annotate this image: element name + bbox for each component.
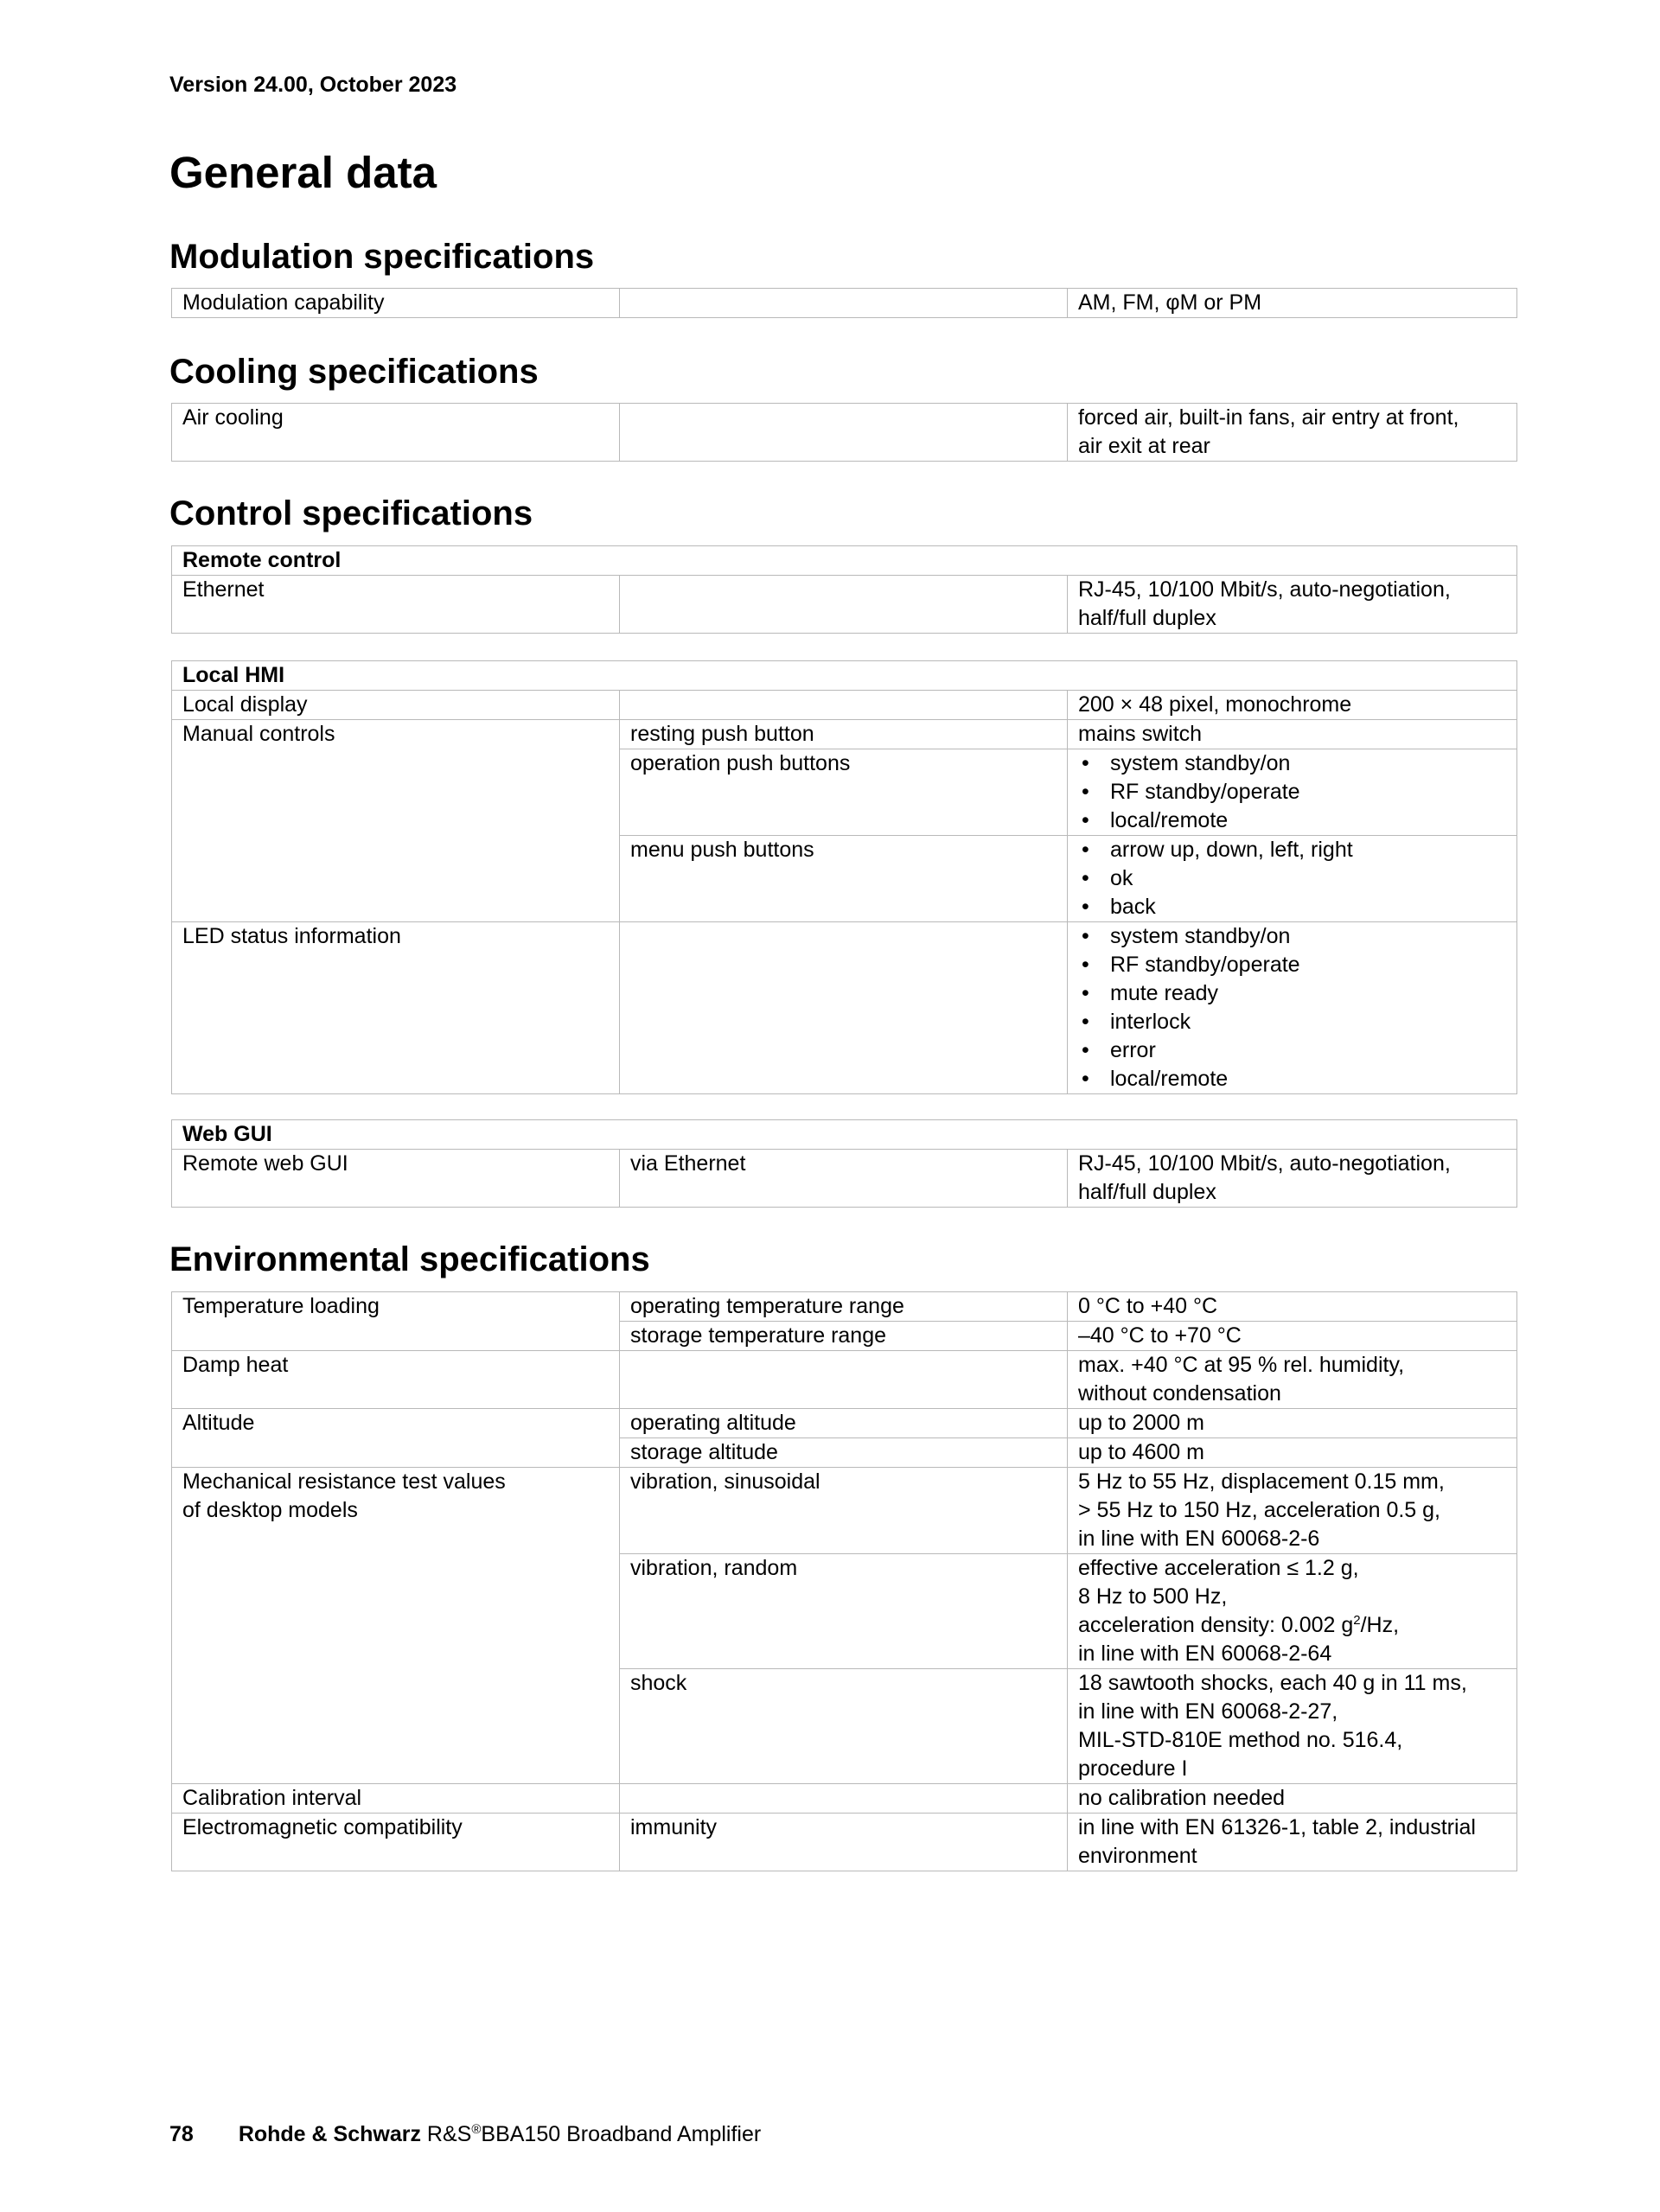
value-line: in line with EN 60068-2-6 [1078,1527,1320,1551]
table-row [172,1409,1517,1438]
group-label: Remote control [172,546,1517,576]
page-title: General data [169,148,437,197]
spec-value: 0 °C to +40 °C [1068,1292,1517,1322]
spec-sub: shock [620,1669,1068,1784]
value-line: without condensation [1078,1381,1281,1406]
group-label: Local HMI [172,661,1517,691]
list-item: • arrow up, down, left, right [1078,836,1506,864]
value-text: acceleration density: 0.002 g [1078,1613,1354,1637]
spec-sub: resting push button [620,720,1068,749]
value-line: RJ-45, 10/100 Mbit/s, auto-negotiation, [1078,577,1451,602]
spec-label: Ethernet [172,576,620,634]
list-item: • local/remote [1078,1065,1506,1093]
spec-sub [620,404,1068,462]
spec-sub: immunity [620,1814,1068,1871]
section-heading-control: Control specifications [169,494,533,532]
page-footer [169,2122,761,2147]
section-heading-environmental: Environmental specifications [169,1240,650,1278]
spec-value [1068,1554,1517,1669]
list-item: • system standby/on [1078,922,1506,951]
table-row [172,289,1517,318]
table-group-row [172,1120,1517,1150]
page-number: 78 [169,2122,194,2146]
spec-label: Manual controls [172,720,620,922]
value-line: half/full duplex [1078,1180,1216,1204]
bullet-list [1078,749,1506,835]
spec-label: Electromagnetic compatibility [172,1814,620,1871]
list-item: • back [1078,893,1506,921]
bullet-list [1078,836,1506,921]
spec-sub: operating temperature range [620,1292,1068,1322]
value-line: max. +40 °C at 95 % rel. humidity, [1078,1353,1405,1377]
spec-label: Local display [172,691,620,720]
spec-value: up to 2000 m [1068,1409,1517,1438]
list-item: • interlock [1078,1008,1506,1036]
spec-label: Air cooling [172,404,620,462]
spec-label: Calibration interval [172,1784,620,1814]
footer-product: R&S [420,2122,472,2146]
spec-sub: menu push buttons [620,836,1068,922]
group-label: Web GUI [172,1120,1517,1150]
table-row [172,720,1517,749]
table-group-row [172,546,1517,576]
spec-value [1068,1351,1517,1409]
table-row [172,1351,1517,1409]
spec-value [1068,1814,1517,1871]
value-line: MIL-STD-810E method no. 516.4, [1078,1728,1403,1752]
table-group-row [172,661,1517,691]
registered-mark: ® [471,2122,482,2137]
table-row [172,1150,1517,1208]
value-text: /Hz, [1360,1613,1400,1637]
spec-value [1068,576,1517,634]
list-item: • local/remote [1078,806,1506,835]
spec-label: Remote web GUI [172,1150,620,1208]
section-heading-cooling: Cooling specifications [169,353,539,391]
table-row [172,576,1517,634]
list-item: • RF standby/operate [1078,778,1506,806]
spec-sub: operating altitude [620,1409,1068,1438]
list-item: • error [1078,1036,1506,1065]
value-line: 5 Hz to 55 Hz, displacement 0.15 mm, [1078,1469,1445,1494]
value-line: effective acceleration ≤ 1.2 g, [1078,1556,1359,1580]
table-row [172,404,1517,462]
table-row [172,1292,1517,1322]
value-line: environment [1078,1844,1197,1868]
cooling-table [171,403,1517,462]
spec-sub: vibration, random [620,1554,1068,1669]
remote-control-table [171,545,1517,634]
local-hmi-table [171,660,1517,1094]
spec-value: 200 × 48 pixel, monochrome [1068,691,1517,720]
spec-sub [620,922,1068,1094]
spec-value: mains switch [1068,720,1517,749]
superscript: 2 [1353,1613,1361,1628]
spec-sub: via Ethernet [620,1150,1068,1208]
modulation-table [171,288,1517,318]
label-line: of desktop models [182,1498,358,1522]
spec-value [1068,404,1517,462]
spec-value: up to 4600 m [1068,1438,1517,1468]
document-version: Version 24.00, October 2023 [169,73,457,97]
spec-value [1068,1669,1517,1784]
bullet-list [1078,922,1506,1093]
spec-value [1068,922,1517,1094]
footer-product-name: BBA150 Broadband Amplifier [481,2122,762,2146]
table-row [172,691,1517,720]
spec-label [172,1468,620,1784]
environmental-table [171,1291,1517,1871]
spec-sub: vibration, sinusoidal [620,1468,1068,1554]
spec-value: no calibration needed [1068,1784,1517,1814]
table-row [172,1784,1517,1814]
value-line: 18 sawtooth shocks, each 40 g in 11 ms, [1078,1671,1467,1695]
table-row [172,1468,1517,1554]
spec-sub [620,691,1068,720]
spec-value [1068,1150,1517,1208]
value-line: procedure I [1078,1756,1188,1781]
section-heading-modulation: Modulation specifications [169,238,595,276]
spec-sub [620,1351,1068,1409]
list-item: • system standby/on [1078,749,1506,778]
value-line: half/full duplex [1078,606,1216,630]
value-line [1078,1611,1506,1640]
spec-sub: storage temperature range [620,1322,1068,1351]
list-item: • ok [1078,864,1506,893]
spec-sub: operation push buttons [620,749,1068,836]
spec-label: LED status information [172,922,620,1094]
spec-label: Damp heat [172,1351,620,1409]
footer-brand: Rohde & Schwarz [238,2122,421,2146]
spec-label: Altitude [172,1409,620,1468]
table-row [172,1814,1517,1871]
spec-label: Temperature loading [172,1292,620,1351]
value-line: RJ-45, 10/100 Mbit/s, auto-negotiation, [1078,1151,1451,1176]
spec-value [1068,1468,1517,1554]
value-line: forced air, built-in fans, air entry at front, [1078,405,1459,430]
spec-value: AM, FM, φM or PM [1068,289,1517,318]
table-row [172,922,1517,1094]
value-line: in line with EN 60068-2-64 [1078,1641,1332,1666]
spec-sub [620,576,1068,634]
spec-label: Modulation capability [172,289,620,318]
spec-sub [620,289,1068,318]
value-line: > 55 Hz to 150 Hz, acceleration 0.5 g, [1078,1498,1440,1522]
list-item: • RF standby/operate [1078,951,1506,979]
spec-value: –40 °C to +70 °C [1068,1322,1517,1351]
spec-value [1068,836,1517,922]
spec-value [1068,749,1517,836]
spec-sub: storage altitude [620,1438,1068,1468]
list-item: • mute ready [1078,979,1506,1008]
label-line: Mechanical resistance test values [182,1469,506,1494]
value-line: 8 Hz to 500 Hz, [1078,1584,1228,1609]
spec-sub [620,1784,1068,1814]
value-line: air exit at rear [1078,434,1210,458]
value-line: in line with EN 60068-2-27, [1078,1699,1338,1724]
web-gui-table [171,1119,1517,1208]
value-line: in line with EN 61326-1, table 2, industrial [1078,1815,1476,1839]
